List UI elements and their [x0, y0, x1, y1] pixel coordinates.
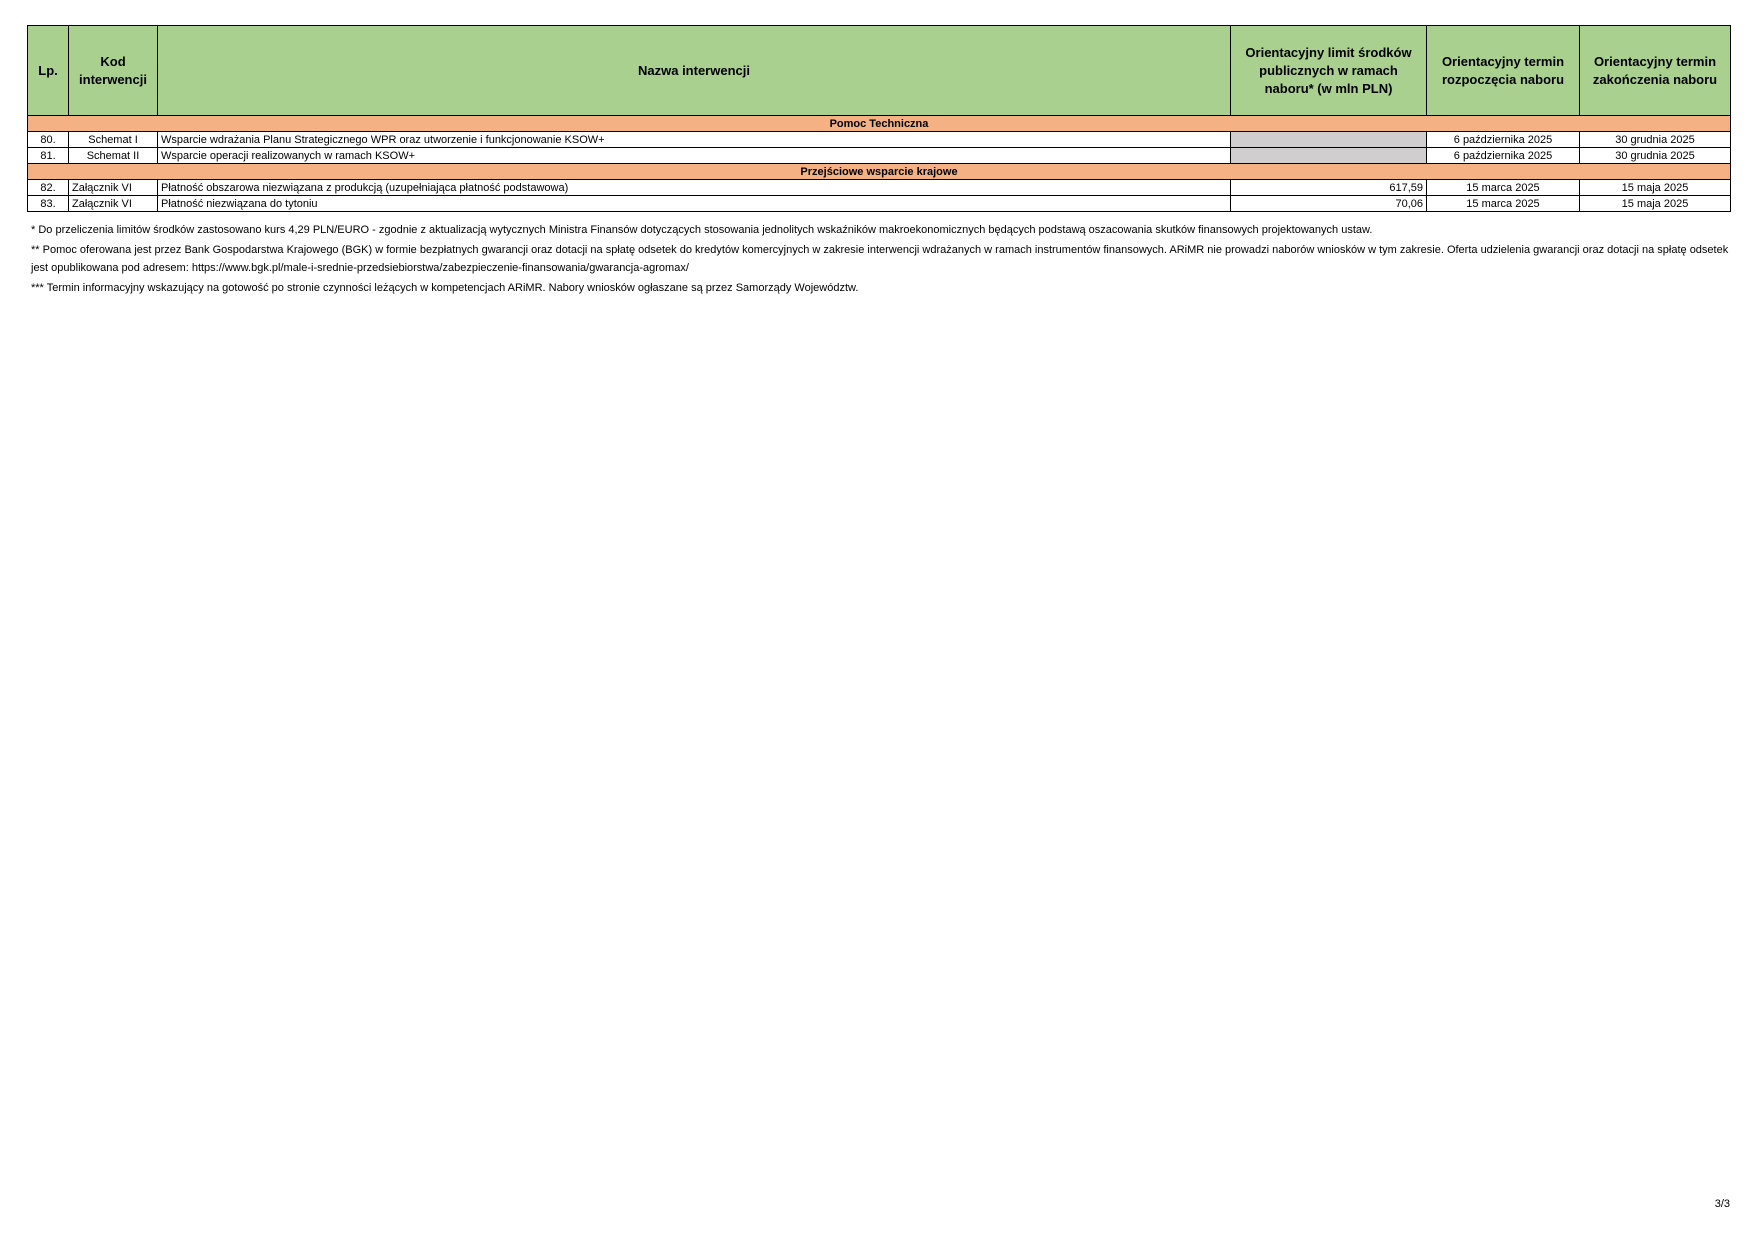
cell-lp: 83. — [28, 196, 69, 212]
cell-limit — [1231, 132, 1427, 148]
cell-end: 30 grudnia 2025 — [1580, 132, 1731, 148]
header-nazwa: Nazwa interwencji — [158, 26, 1231, 116]
cell-start: 6 października 2025 — [1427, 148, 1580, 164]
table-row — [28, 132, 1731, 148]
cell-nazwa: Wsparcie operacji realizowanych w ramach KSOW+ — [158, 148, 1231, 164]
section-title: Pomoc Techniczna — [28, 116, 1731, 132]
table-row — [28, 180, 1731, 196]
cell-lp: 82. — [28, 180, 69, 196]
cell-start: 6 października 2025 — [1427, 132, 1580, 148]
header-row — [28, 26, 1731, 116]
cell-kod: Schemat I — [69, 132, 158, 148]
cell-limit — [1231, 148, 1427, 164]
table-row — [28, 196, 1731, 212]
cell-end: 15 maja 2025 — [1580, 180, 1731, 196]
cell-kod: Schemat II — [69, 148, 158, 164]
cell-limit: 617,59 — [1231, 180, 1427, 196]
footnote-2: ** Pomoc oferowana jest przez Bank Gospodarstwa Krajowego (BGK) w formie bezpłatnych gwarancji oraz dotacji na spłatę odsetek do kredytów komercyjnych w zakresie interwencji wdrażanych w ramach instrumentów finansowych. ARiMR nie prowadzi naborów wniosków w tym zakresie. Oferta udzielenia gwarancji oraz dotacji na spłatę odsetek jest opublikowana pod adresem: https://www.bgk.pl/male-i-srednie-przedsiebiorstwa/zabezpieczenie-finansowania/gwarancja-agromax/ — [31, 244, 1729, 274]
section-row — [28, 164, 1731, 180]
section-title: Przejściowe wsparcie krajowe — [28, 164, 1731, 180]
header-end: Orientacyjny termin zakończenia naboru — [1580, 26, 1731, 116]
cell-limit: 70,06 — [1231, 196, 1427, 212]
interventions-table — [27, 25, 1731, 212]
cell-kod: Załącznik VI — [69, 180, 158, 196]
section-row — [28, 116, 1731, 132]
cell-end: 15 maja 2025 — [1580, 196, 1731, 212]
cell-lp: 80. — [28, 132, 69, 148]
header-limit: Orientacyjny limit środków publicznych w ramach naboru* (w mln PLN) — [1231, 26, 1427, 116]
cell-lp: 81. — [28, 148, 69, 164]
cell-start: 15 marca 2025 — [1427, 180, 1580, 196]
cell-kod: Załącznik VI — [69, 196, 158, 212]
footnotes — [31, 221, 1731, 299]
table-row — [28, 148, 1731, 164]
cell-nazwa: Płatność obszarowa niezwiązana z produkcją (uzupełniająca płatność podstawowa) — [158, 180, 1231, 196]
footnote-3: *** Termin informacyjny wskazujący na gotowość po stronie czynności leżących w kompetencjach ARiMR. Nabory wniosków ogłaszane są przez Samorządy Województw. — [31, 282, 859, 294]
header-kod: Kod interwencji — [69, 26, 158, 116]
page-number: 3/3 — [1714, 1198, 1730, 1210]
footnote-1: * Do przeliczenia limitów środków zastosowano kurs 4,29 PLN/EURO - zgodnie z aktualizacją wytycznych Ministra Finansów dotyczących stosowania jednolitych wskaźników makroekonomicznych będących podstawą oszacowania skutków finansowych projektowanych ustaw. — [31, 224, 1373, 236]
cell-start: 15 marca 2025 — [1427, 196, 1580, 212]
cell-nazwa: Wsparcie wdrażania Planu Strategicznego WPR oraz utworzenie i funkcjonowanie KSOW+ — [158, 132, 1231, 148]
header-start: Orientacyjny termin rozpoczęcia naboru — [1427, 26, 1580, 116]
cell-end: 30 grudnia 2025 — [1580, 148, 1731, 164]
cell-nazwa: Płatność niezwiązana do tytoniu — [158, 196, 1231, 212]
header-lp: Lp. — [28, 26, 69, 116]
